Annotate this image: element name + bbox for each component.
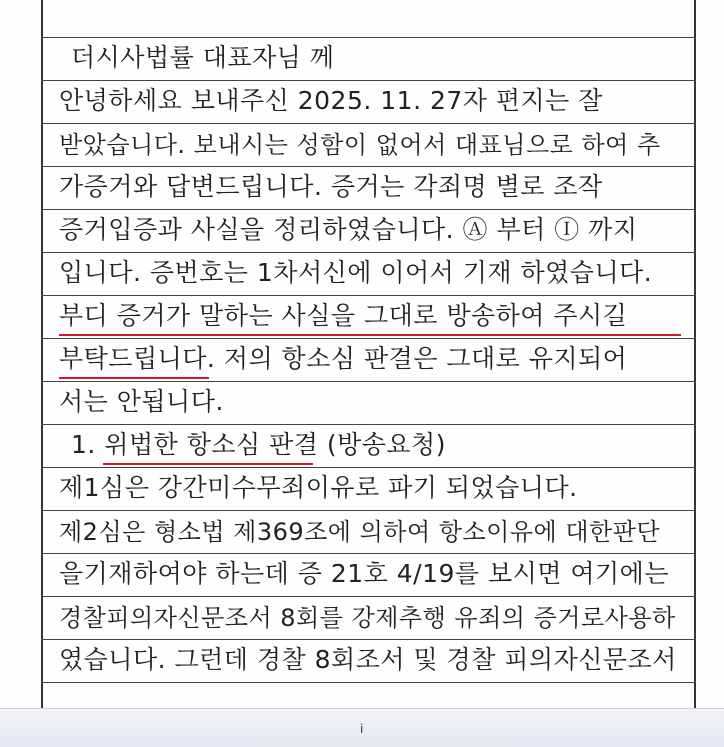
ruled-line: [41, 511, 696, 554]
ruled-line: [41, 640, 696, 683]
letter-line-7: 부디 증거가 말하는 사실을 그대로 방송하여 주시길: [59, 301, 628, 330]
letter-line-9: 서는 안됩니다.: [59, 387, 224, 416]
ruled-line: [41, 597, 696, 640]
red-underline: [59, 377, 209, 379]
ruled-line: [41, 468, 696, 511]
letter-line-3: 받았습니다. 보내시는 성함이 없어서 대표님으로 하여 추: [59, 131, 661, 159]
ruled-line: [41, 554, 696, 597]
letter-line-11: 제1심은 강간미수무죄이유로 파기 되었습니다.: [59, 473, 578, 502]
red-underline: [103, 463, 313, 465]
ruled-line: [41, 253, 696, 296]
red-underline: [59, 334, 681, 336]
letter-line-2: 안녕하세요 보내주신 2025. 11. 27자 편지는 잘: [59, 86, 603, 115]
letter-line-12: 제2심은 형소법 제369조에 의하여 항소이유에 대한판단: [59, 518, 661, 546]
letter-line-14: 경찰피의자신문조서 8회를 강제추행 유죄의 증거로사용하: [59, 604, 676, 632]
section-heading: 1. 위법한 항소심 판결 (방송요청): [71, 430, 446, 459]
letter-line-4: 가증거와 답변드립니다. 증거는 각죄명 별로 조작: [59, 172, 603, 201]
ruled-line: [41, 38, 696, 81]
letter-line-13: 을기재하여야 하는데 증 21호 4/19를 보시면 여기에는: [59, 559, 669, 588]
letter-line-6: 입니다. 증번호는 1차서신에 이어서 기재 하였습니다.: [59, 258, 653, 287]
ruled-lines: [41, 0, 696, 710]
ruled-line: [41, 167, 696, 210]
salutation-line: 더시사법률 대표자님 께: [71, 43, 335, 72]
ruled-line: [41, 339, 696, 382]
ruled-line: [41, 81, 696, 124]
ruled-line: [41, 210, 696, 253]
page-marker: i: [360, 722, 364, 736]
ruled-line: [41, 0, 696, 38]
letter-line-5: 증거입증과 사실을 정리하였습니다. Ⓐ 부터 Ⓘ 까지: [59, 215, 638, 244]
letter-line-15: 였습니다. 그런데 경찰 8회조서 및 경찰 피의자신문조서: [59, 645, 677, 674]
letter-line-8: 부탁드립니다. 저의 항소심 판결은 그대로 유지되어: [59, 344, 628, 373]
ruled-line: [41, 124, 696, 167]
ruled-line: [41, 425, 696, 468]
ruled-line: [41, 296, 696, 339]
ruled-line: [41, 382, 696, 425]
